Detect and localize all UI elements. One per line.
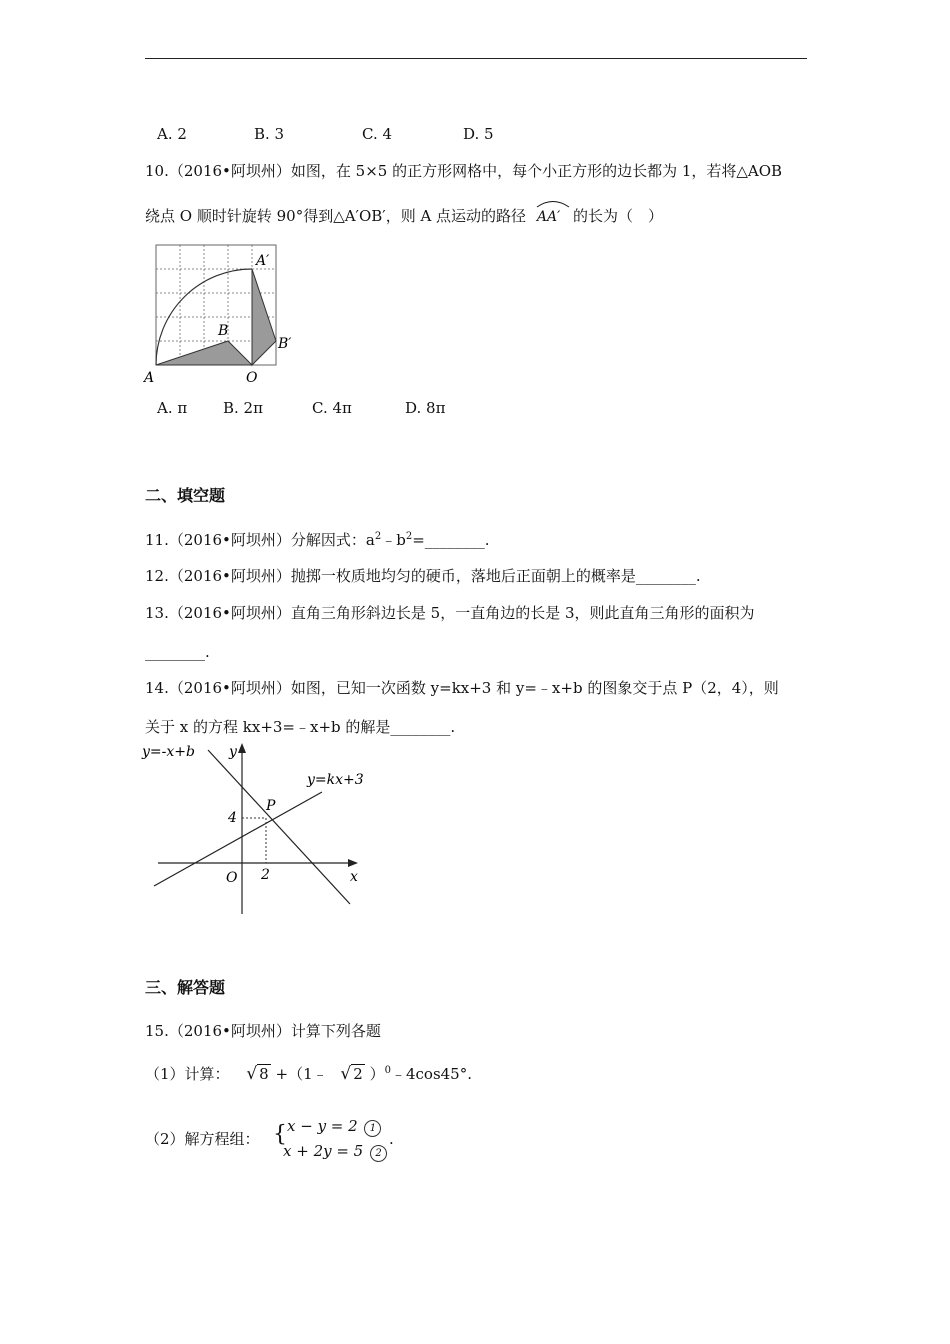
label-o: O	[246, 370, 258, 386]
arc-aa-label: AA′	[537, 204, 560, 224]
label-line-kx-plus-3: y=kx+3	[307, 772, 364, 788]
q10-option-b: B. 2π	[223, 399, 263, 417]
q10-option-d: D. 8π	[405, 399, 446, 417]
label-b: B	[218, 323, 229, 339]
arc-symbol	[535, 198, 571, 208]
equation-2: x + 2y = 5 2	[283, 1142, 387, 1162]
q14-figure	[140, 738, 370, 918]
label-a-prime: A′	[256, 253, 270, 269]
label-o-origin: O	[226, 870, 238, 886]
equation-1: x − y = 2 1	[287, 1117, 381, 1137]
q10-figure	[140, 238, 305, 388]
circled-two-mark: 2	[370, 1145, 387, 1162]
q15-title: 15.（2016•阿坝州）计算下列各题	[145, 1022, 381, 1040]
label-line-neg-x-plus-b: y=-x+b	[142, 744, 195, 760]
circled-one-mark: 1	[364, 1120, 381, 1137]
q9-option-c: C. 4	[362, 125, 393, 143]
q9-option-b: B. 3	[254, 125, 285, 143]
sqrt2: √ 2	[340, 1064, 363, 1084]
label-four: 4	[228, 810, 237, 826]
label-b-prime: B′	[278, 336, 292, 352]
q15-part2-period: .	[389, 1130, 394, 1148]
q15-part1: （1）计算： √ 8 +（1﹣ √ 2 ）$^0$﹣4cos45°.	[145, 1064, 472, 1084]
q9-option-a: A. 2	[157, 125, 187, 143]
q13-line2: ________.	[145, 643, 210, 661]
header-rule	[145, 58, 807, 59]
q10-line2: 绕点 O 顺时针旋转 90°得到△A′OB′，则 A 点运动的路径 AA′ 的长为（ ）	[145, 204, 663, 224]
q10-option-a: A. π	[157, 399, 188, 417]
label-p: P	[266, 798, 276, 814]
label-x-axis: x	[350, 869, 358, 885]
triangle-aob	[156, 341, 252, 365]
q14-line2: 关于 x 的方程 kx+3=﹣x+b 的解是________.	[145, 718, 456, 736]
section-2-title: 二、填空题	[145, 486, 226, 505]
system-brace: {	[273, 1122, 287, 1147]
q14-line1: 14.（2016•阿坝州）如图，已知一次函数 y=kx+3 和 y=﹣x+b 的图象交于点 P（2，4），则	[145, 679, 779, 697]
line-kx-plus-3	[154, 792, 322, 886]
q12: 12.（2016•阿坝州）抛掷一枚质地均匀的硬币，落地后正面朝上的概率是________.	[145, 567, 701, 585]
q11: 11.（2016•阿坝州）分解因式：$a^2﹣b^2=\_\_\_\_\_\_\_\_$.	[145, 531, 490, 549]
q13-line1: 13.（2016•阿坝州）直角三角形斜边长是 5，一直角边的长是 3，则此直角三角形的面积为	[145, 604, 755, 622]
sqrt8: √ 8	[246, 1064, 269, 1084]
section-3-title: 三、解答题	[145, 978, 226, 997]
label-two: 2	[261, 867, 270, 883]
x-axis-arrow	[348, 859, 358, 867]
q10-option-c: C. 4π	[312, 399, 352, 417]
q15-part2-label: （2）解方程组：	[145, 1130, 260, 1148]
y-axis-arrow	[238, 743, 246, 753]
q10-line1: 10.（2016•阿坝州）如图，在 5×5 的正方形网格中，每个小正方形的边长都为 1，若将△AOB	[145, 162, 783, 180]
q9-option-d: D. 5	[463, 125, 494, 143]
label-a: A	[144, 370, 155, 386]
label-y-axis: y	[229, 744, 237, 760]
